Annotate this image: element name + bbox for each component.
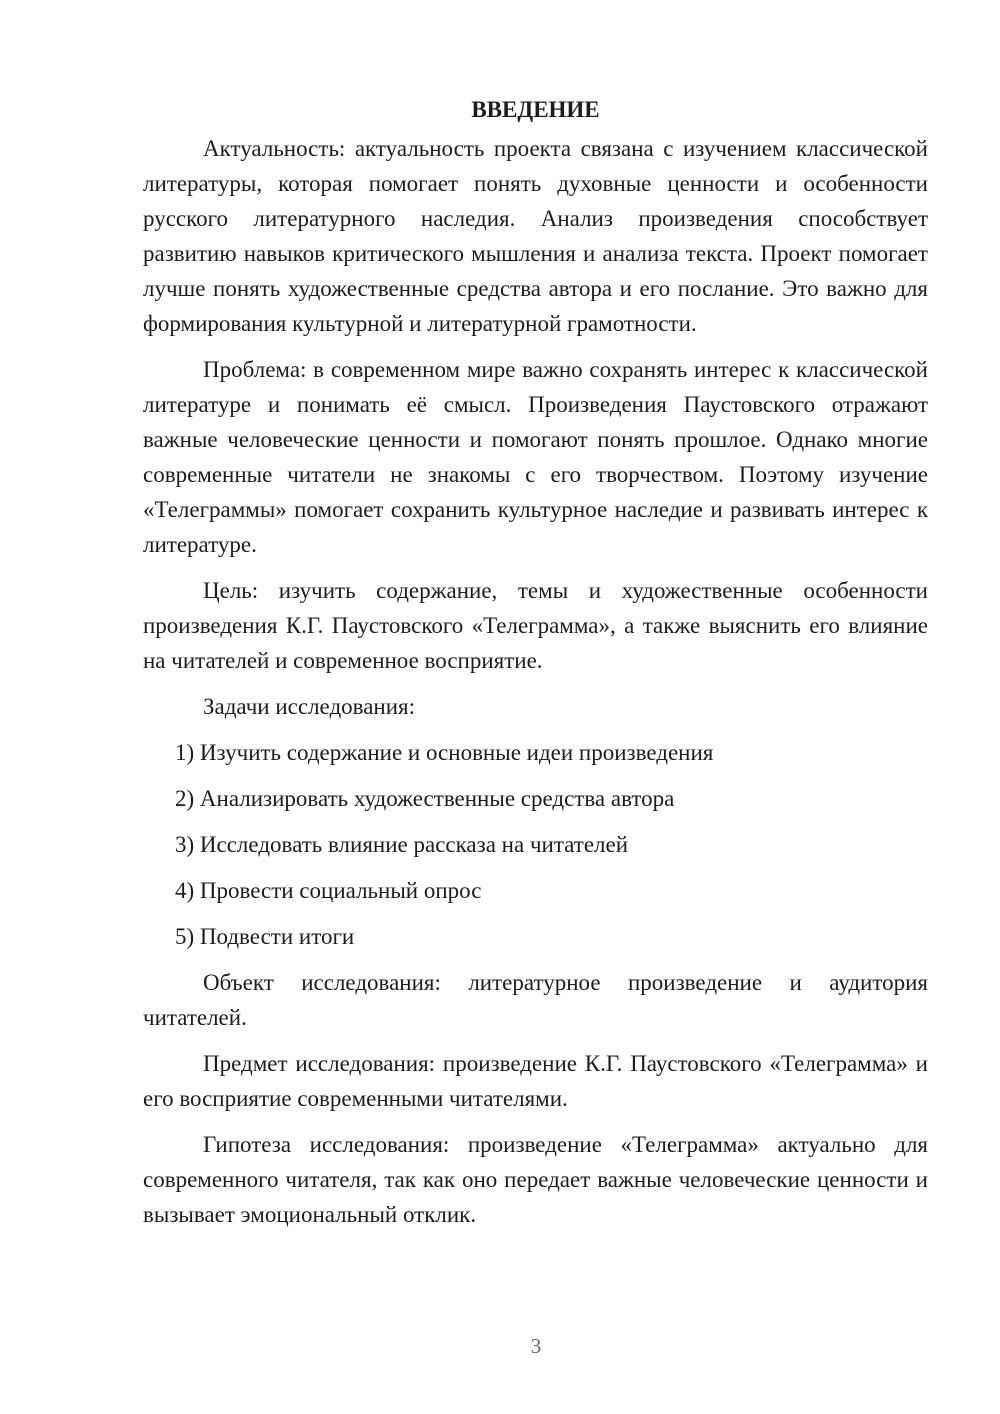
paragraph-subject: Предмет исследования: произведение К.Г. Паустовского «Телеграмма» и его восприятие современными читателями. (143, 1051, 928, 1111)
paragraph-problem: Проблема: в современном мире важно сохранять интерес к классической литературе и понимать её смысл. Произведения Паустовского отражают важные человеческие ценности и помогают понять прошлое. Однако многие современные читатели не знакомы с его творчеством. Поэтому изучение «Телеграммы» помогает сохранить культурное наследие и развивать интерес к литературе. (143, 357, 928, 557)
page-number: 3 (530, 1334, 542, 1358)
section-title: ВВЕДЕНИЕ (471, 97, 600, 122)
paragraph-hypothesis: Гипотеза исследования: произведение «Телеграмма» актуально для современного читателя, так как оно передает важные человеческие ценности и вызывает эмоциональный отклик. (143, 1132, 928, 1227)
paragraph-object: Объект исследования: литературное произведение и аудитория читателей. (143, 970, 928, 1030)
paragraph-goal: Цель: изучить содержание, темы и художественные особенности произведения К.Г. Паустовского «Телеграмма», а также выяснить его влияние на читателей и современное восприятие. (143, 578, 928, 673)
task-item: 3) Исследовать влияние рассказа на читателей (175, 832, 629, 857)
task-item: 1) Изучить содержание и основные идеи произведения (175, 740, 714, 765)
task-item: 2) Анализировать художественные средства автора (175, 786, 675, 811)
tasks-list (143, 735, 928, 954)
paragraph-relevance: Актуальность: актуальность проекта связана с изучением классической литературы, которая помогает понять духовные ценности и особенности русского литературного наследия. Анализ произведения способствует развитию навыков критического мышления и анализа текста. Проект помогает лучше понять художественные средства автора и его послание. Это важно для формирования культурной и литературной грамотности. (143, 136, 928, 336)
task-item: 4) Провести социальный опрос (175, 878, 482, 903)
page-content (143, 95, 928, 1243)
task-item: 5) Подвести итоги (175, 924, 355, 949)
tasks-heading: Задачи исследования: (203, 694, 416, 719)
